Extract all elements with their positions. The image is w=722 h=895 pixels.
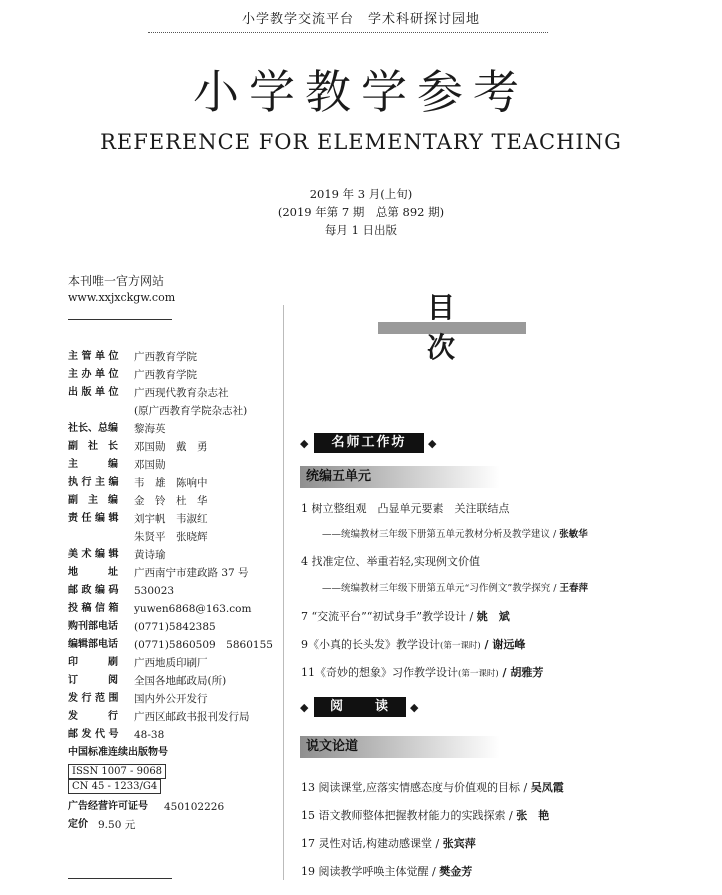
info-row: 主 管 单 位 广西教育学院 [68,351,197,363]
issn: ISSN 1007 - 9068 [68,764,166,779]
toc-title: 目 次 [426,291,528,364]
section-header-masters [300,433,440,453]
price-row: 定价 9.50 元 [68,819,136,831]
info-row: 主 办 单 位 广西教育学院 [68,369,197,381]
diamond-icon: ◆ [428,437,437,450]
section-header-reading [300,697,430,717]
info-row: 美 术 编 辑 黄诗瑜 [68,549,166,561]
info-row: 地 址 广西南宁市建政路 37 号 [68,567,249,579]
info-row: 出 版 单 位 广西现代教育杂志社 [68,387,229,399]
info-row: 编辑部电话 (0771)5860509 5860155 [68,639,273,651]
toc-item[interactable]: 1 树立整组观 凸显单元要素 关注联结点 [301,502,510,515]
magazine-title-english: REFERENCE FOR ELEMENTARY TEACHING [100,130,622,154]
toc-item[interactable]: 17 灵性对话,构建动感课堂 / 张宾萍 [301,837,476,850]
info-row: 主 编 邓国勋 [68,459,166,471]
magazine-title: 小学教学参考 [193,65,529,119]
subsection-header: 统编五单元 [300,466,500,488]
info-row: 印 刷 广西地质印刷厂 [68,657,208,669]
info-row: 发 行 广西区邮政书报刊发行局 [68,711,250,723]
toc-item[interactable]: 13 阅读课堂,应落实情感态度与价值观的目标 / 吴凤霞 [301,781,564,794]
info-row: 订 阅 全国各地邮政局(所) [68,675,227,687]
issn-box [68,762,278,792]
diamond-icon: ◆ [410,701,419,714]
issue-date: 2019 年 3 月(上旬) [309,187,413,201]
toc-item[interactable]: 9《小真的长头发》教学设计(第一课时) / 谢远峰 [301,638,526,651]
diamond-icon: ◆ [300,701,309,714]
diamond-icon: ◆ [300,437,309,450]
info-row: 副 社 长 邓国勋 戴 勇 [68,441,208,453]
official-site-url[interactable]: www.xxjxckgw.com [68,291,176,304]
section-label: 名师工作坊 [314,433,424,453]
masthead-info [68,348,278,834]
info-row: 投 稿 信 箱 yuwen6868@163.com [68,603,252,615]
issue-number: (2019 年第 7 期 总第 892 期) [277,205,445,219]
divider [68,319,172,320]
toc-item[interactable]: 11《奇妙的想象》习作教学设计(第一课时) / 胡雅芳 [301,666,544,679]
info-row: 责 任 编 辑 刘宇帆 韦淑红 [68,513,208,525]
dotted-divider [148,32,548,33]
publish-schedule: 每月 1 日出版 [324,223,398,237]
cn-number: CN 45 - 1233/G4 [68,779,161,794]
info-row: 副 主 编 金 铃 杜 华 [68,495,208,507]
serial-label: 中国标准连续出版物号 [68,747,168,758]
info-row: 发 行 范 围 国内外公开发行 [68,693,208,705]
toc-item[interactable]: 19 阅读教学呼唤主体觉醒 / 樊金芳 [301,865,473,878]
column-divider [283,305,284,880]
toc-item[interactable]: 15 语文教师整体把握教材能力的实践探索 / 张 艳 [301,809,550,822]
toc-note: ——统编教材三年级下册第五单元“习作例文”教学探究 / 王春萍 [322,583,588,594]
info-row: 社长、总编 黎海英 [68,423,166,435]
toc-note: ——统编教材三年级下册第五单元教材分析及教学建议 / 张敏华 [322,529,588,540]
divider [68,878,172,879]
tagline: 小学教学交流平台 学术科研探讨园地 [241,12,480,27]
info-row: 执 行 主 编 韦 雄 陈响中 [68,477,208,489]
info-row: 邮 发 代 号 48-38 [68,729,165,741]
info-row: 朱贤平 张晓辉 [134,531,208,543]
info-row: 邮 政 编 码 530023 [68,585,175,597]
subsection-header: 说文论道 [300,736,500,758]
toc-item[interactable]: 7 “交流平台”“初试身手”教学设计 / 姚 斌 [301,610,510,623]
toc-item[interactable]: 4 找准定位、举重若轻,实现例文价值 [301,555,480,568]
ad-license-row: 广告经营许可证号 450102226 [68,801,225,813]
official-site-label: 本刊唯一官方网站 [68,274,165,288]
section-label: 阅 读 [314,697,406,717]
info-row: 购刊部电话 (0771)5842385 [68,621,216,633]
info-row: (原广西教育学院杂志社) [134,405,248,417]
